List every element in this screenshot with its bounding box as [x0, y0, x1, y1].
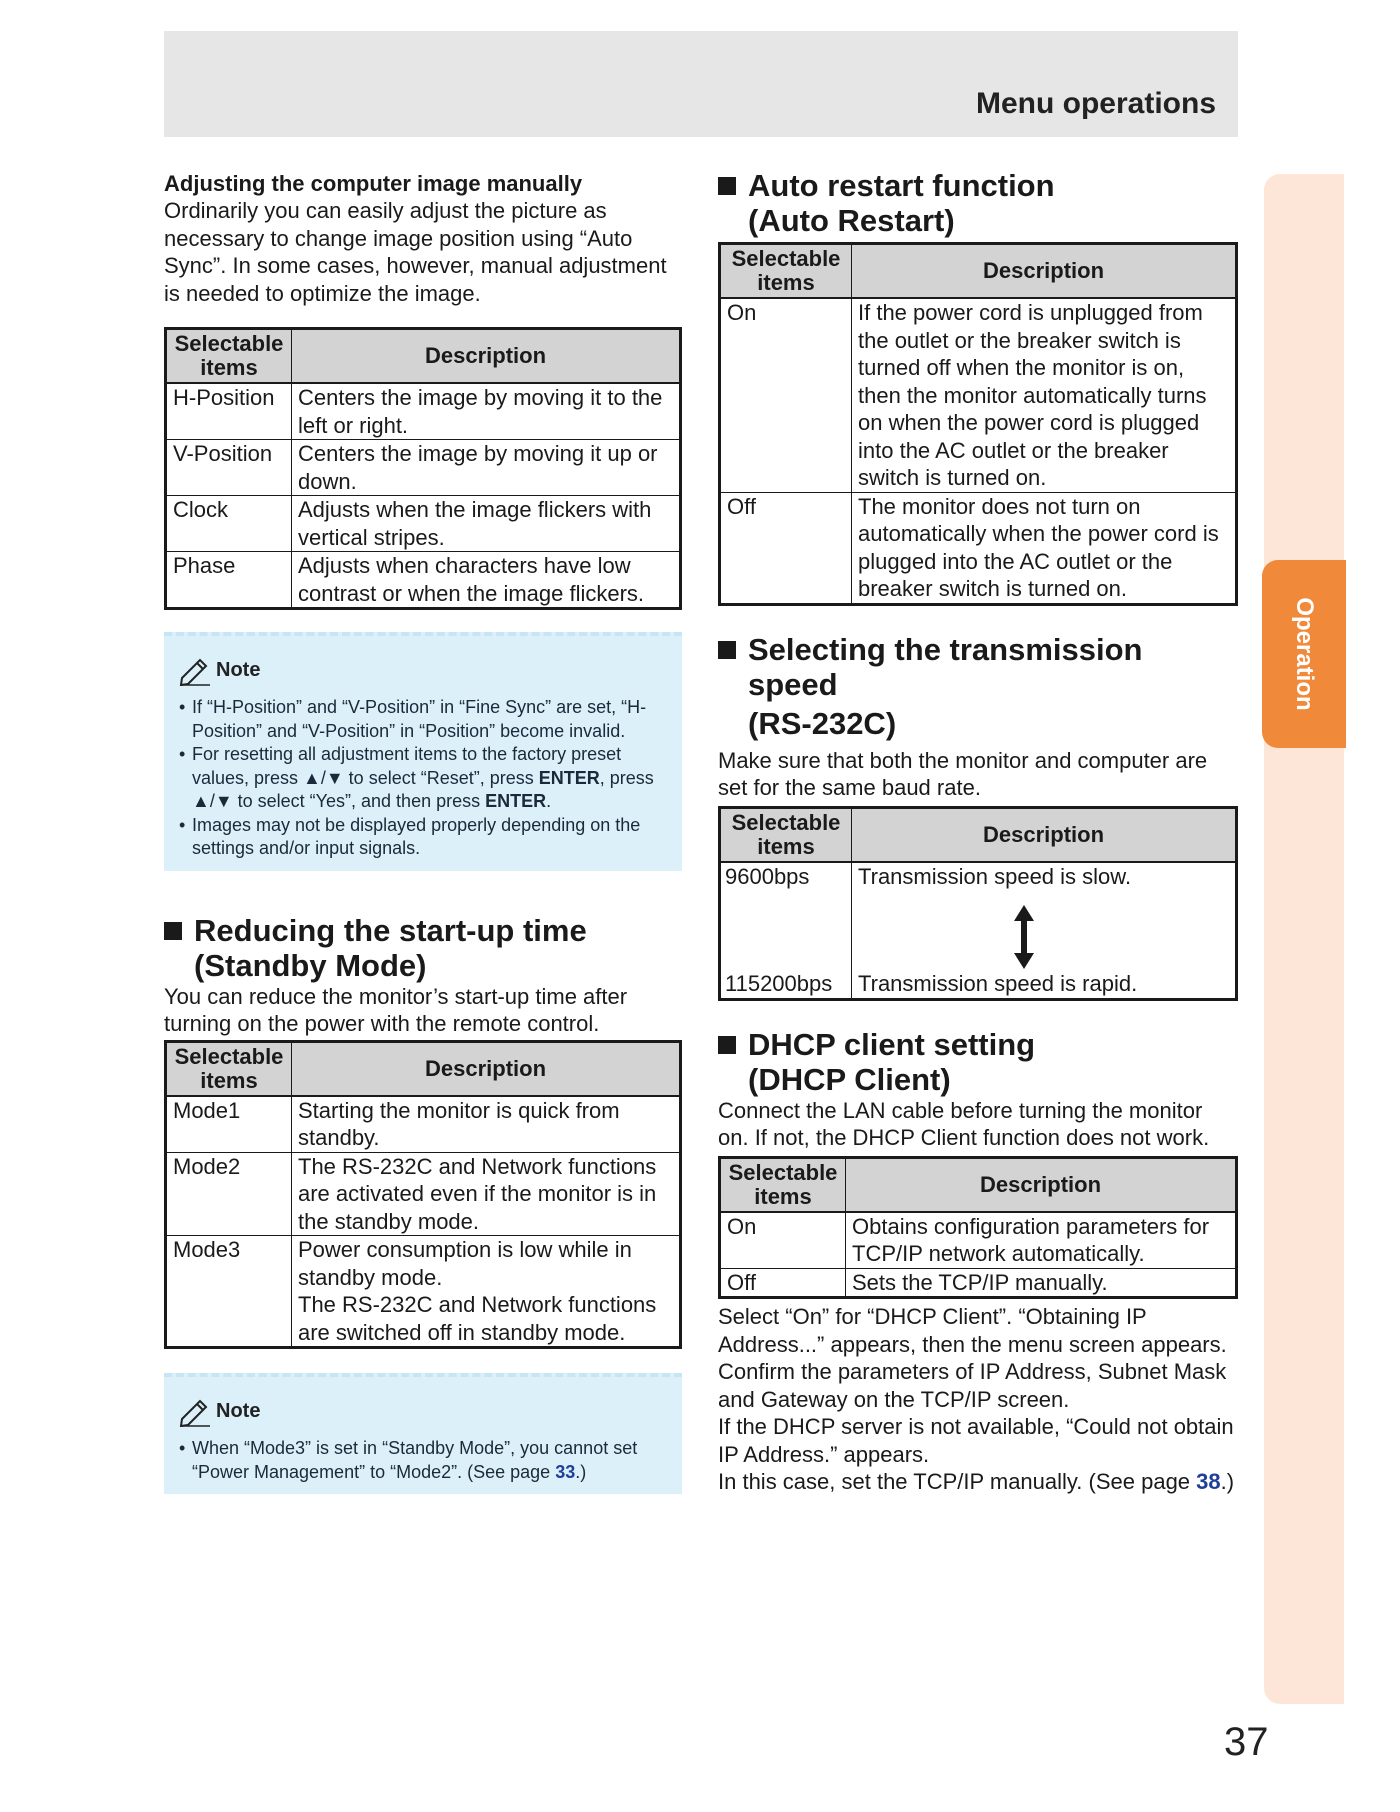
table-cell-item [720, 862, 852, 1000]
dhcp-table [718, 1156, 1238, 1300]
rs232c-table [718, 806, 1238, 1001]
table-row [166, 440, 681, 496]
col-header-items: Selectable items [166, 1041, 292, 1096]
pencil-icon [178, 1397, 212, 1427]
table-row [720, 1268, 1237, 1298]
table-cell-desc: Adjusts when characters have low contrast or when the image flickers. [292, 552, 681, 609]
note-item: • If “H-Position” and “V-Position” in “Fine Sync” are set, “H-Position” and “V-Position” in “Position” become invalid. [192, 696, 670, 743]
table-cell-item: On [720, 1212, 846, 1269]
heading-bullet-icon [718, 1036, 736, 1054]
note-title-label: Note [216, 659, 261, 682]
table-row [166, 552, 681, 609]
table-row [166, 1236, 681, 1348]
side-tab-label: Operation [1291, 597, 1318, 711]
heading-line2: (Standby Mode) [194, 947, 427, 983]
table-header-row [720, 1157, 1237, 1212]
section-heading-standby [164, 913, 682, 983]
table-header-row [720, 807, 1237, 862]
heading-line1: Reducing the start-up time [194, 912, 587, 948]
heading-line2: (DHCP Client) [748, 1061, 951, 1097]
para-text: In this case, set the TCP/IP manually. (See page [718, 1469, 1197, 1494]
auto-restart-table [718, 242, 1238, 606]
pencil-icon [178, 656, 212, 686]
note-text: For resetting all adjustment items to the factory preset values, press ▲/▼ to select “Reset”, press [192, 744, 622, 788]
heading-bullet-icon [718, 641, 736, 659]
table-row [166, 383, 681, 440]
table-header-row [166, 329, 681, 384]
col-header-description: Description [292, 1041, 681, 1096]
heading-line1: Selecting the transmission speed [748, 631, 1143, 702]
table-cell-desc [292, 1236, 681, 1348]
note-text: .) [575, 1461, 587, 1482]
header-band [164, 31, 1238, 137]
desc-line: Power consumption is low while in standby mode. [298, 1237, 632, 1290]
table-cell-item: On [720, 298, 852, 492]
heading-bullet-icon [164, 922, 182, 940]
manual-heading: Adjusting the computer image manually [164, 171, 583, 196]
note-title-label: Note [216, 1400, 261, 1423]
note-item: • Images may not be displayed properly depending on the settings and/or input signals. [192, 814, 670, 861]
table-row [720, 298, 1237, 492]
table-cell-desc: Sets the TCP/IP manually. [846, 1268, 1237, 1298]
table-cell-item: V-Position [166, 440, 292, 496]
table-cell-desc: Adjusts when the image flickers with vertical stripes. [292, 496, 681, 552]
note-text: When “Mode3” is set in “Standby Mode”, you cannot set “Power Management” to “Mode2”. (See page [192, 1438, 638, 1482]
note-list [178, 696, 670, 861]
standby-body: You can reduce the monitor’s start-up time after turning on the power with the remote control. [164, 983, 628, 1036]
left-column [164, 170, 682, 1494]
key-name: ENTER [538, 767, 600, 788]
table-cell-desc: Starting the monitor is quick from standby. [292, 1096, 681, 1153]
col-header-description: Description [846, 1157, 1237, 1212]
col-header-description: Description [852, 244, 1237, 299]
table-cell-item: Off [720, 1268, 846, 1298]
double-arrow-icon [1012, 905, 1036, 969]
col-header-description: Description [292, 329, 681, 384]
heading-bullet-icon [718, 177, 736, 195]
heading-line2: (Auto Restart) [748, 203, 955, 238]
note-item [192, 743, 670, 814]
table-cell-desc: The RS-232C and Network functions are activated even if the monitor is in the standby mode. [292, 1152, 681, 1236]
table-row [166, 496, 681, 552]
table-cell-item: Clock [166, 496, 292, 552]
table-cell-desc: Centers the image by moving it up or down. [292, 440, 681, 496]
dhcp-after-1: Select “On” for “DHCP Client”. “Obtaining IP Address...” appears, then the menu screen appears. Confirm the parameters of IP Address, Subnet Mask and Gateway on the TCP/IP screen. [718, 1304, 1227, 1412]
table-cell-desc: The monitor does not turn on automatically when the power cord is plugged into the AC outlet or the breaker switch is turned on. [852, 492, 1237, 604]
side-tab-background [1264, 174, 1344, 1704]
manual-table [164, 327, 682, 610]
table-row [166, 1152, 681, 1236]
dhcp-body: Connect the LAN cable before turning the monitor on. If not, the DHCP Client function does not work. [718, 1097, 1210, 1150]
note-title [178, 1397, 670, 1427]
note-text: . [546, 791, 552, 811]
col-header-description: Description [852, 807, 1237, 862]
page-link[interactable]: 33 [555, 1461, 576, 1482]
dhcp-after-3 [718, 1468, 1238, 1496]
heading-line2: (RS-232C) [748, 705, 897, 741]
page-number: 37 [1224, 1720, 1269, 1764]
table-header-row [166, 1041, 681, 1096]
speed-top: 9600bps [725, 863, 810, 889]
note-item [192, 1437, 670, 1484]
standby-table [164, 1040, 682, 1350]
table-cell-desc [852, 862, 1237, 1000]
table-cell-item: H-Position [166, 383, 292, 440]
section-heading-auto-restart [718, 168, 1238, 238]
desc-line: The RS-232C and Network functions are switched off in standby mode. [298, 1292, 657, 1345]
para-text: .) [1220, 1469, 1235, 1494]
heading-line1: Auto restart function [748, 168, 1055, 203]
table-cell-item: Off [720, 492, 852, 604]
table-cell-item: Mode2 [166, 1152, 292, 1236]
side-tab-operation[interactable] [1262, 560, 1346, 748]
page-link[interactable]: 38 [1196, 1469, 1221, 1494]
note-box [164, 632, 682, 871]
table-row [720, 862, 1237, 1000]
note-title [178, 656, 670, 686]
manual-body: Ordinarily you can easily adjust the picture as necessary to change image position using “Auto Sync”. In some cases, however, manual adjustment is needed to optimize the image. [164, 198, 667, 306]
page-title: Menu operations [975, 87, 1216, 120]
table-header-row [720, 244, 1237, 299]
heading-line1: DHCP client setting [748, 1026, 1036, 1062]
table-cell-item: Mode3 [166, 1236, 292, 1348]
note-box [164, 1373, 682, 1494]
key-name: ENTER [485, 791, 547, 811]
table-cell-desc: If the power cord is unplugged from the outlet or the breaker switch is turned off when the monitor is on, then the monitor automatically turns on when the power cord is plugged into the AC outlet or the breaker switch is turned on. [852, 298, 1237, 492]
desc-bottom: Transmission speed is rapid. [858, 971, 1138, 996]
speed-bottom: 115200bps [725, 971, 833, 996]
note-text: , press ▲/▼ to select “Yes”, and then press [192, 767, 654, 811]
table-cell-desc: Obtains configuration parameters for TCP/IP network automatically. [846, 1212, 1237, 1269]
table-row [720, 1212, 1237, 1269]
col-header-items: Selectable items [720, 807, 852, 862]
desc-top: Transmission speed is slow. [858, 863, 1132, 889]
table-cell-item: Mode1 [166, 1096, 292, 1153]
col-header-items: Selectable items [166, 329, 292, 384]
right-column [718, 168, 1238, 1496]
dhcp-after-2: If the DHCP server is not available, “Could not obtain IP Address.” appears. [718, 1414, 1234, 1467]
table-row [166, 1096, 681, 1153]
rs232c-body: Make sure that both the monitor and computer are set for the same baud rate. [718, 747, 1208, 800]
col-header-items: Selectable items [720, 1157, 846, 1212]
col-header-items: Selectable items [720, 244, 852, 299]
section-heading-rs232c [718, 632, 1238, 741]
table-row [720, 492, 1237, 604]
section-heading-dhcp [718, 1027, 1238, 1097]
note-list [178, 1437, 670, 1484]
table-cell-item: Phase [166, 552, 292, 609]
table-cell-desc: Centers the image by moving it to the left or right. [292, 383, 681, 440]
